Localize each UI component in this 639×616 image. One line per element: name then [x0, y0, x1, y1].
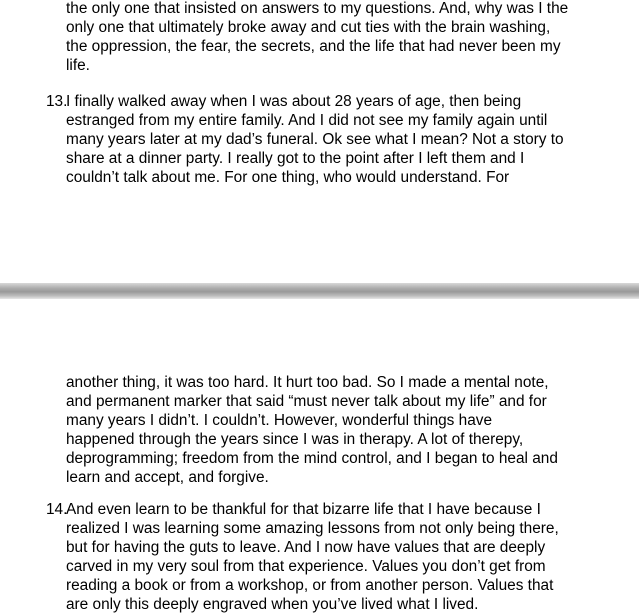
document-page-top: [0, 0, 639, 283]
text-line: carved in my very soul from that experience. Values you don’t get from: [66, 558, 546, 575]
text-line: many years I didn’t. I couldn’t. However, wonderful things have: [66, 412, 493, 429]
text-line: and permanent marker that said “must never talk about my life” and for: [66, 393, 547, 410]
text-line: many years later at my dad’s funeral. Ok see what I mean? Not a story to: [66, 131, 564, 148]
text-line: deprogramming; freedom from the mind control, and I began to heal and: [66, 450, 558, 467]
list-item-number: 14.: [46, 501, 68, 518]
text-line: the oppression, the fear, the secrets, and the life that had never been my: [66, 38, 561, 55]
text-line: life.: [66, 57, 90, 74]
text-line: I finally walked away when I was about 28 years of age, then being: [66, 93, 522, 110]
text-line: reading a book or from a workshop, or from another person. Values that: [66, 577, 554, 594]
text-line: are only this deeply engraved when you’ve lived what I lived.: [66, 596, 479, 613]
text-line: estranged from my entire family. And I did not see my family again until: [66, 112, 548, 129]
text-line: happened through the years since I was in therapy. A lot of therepy,: [66, 431, 524, 448]
text-line: the only one that insisted on answers to my questions. And, why was I the: [66, 0, 569, 17]
text-line: learn and accept, and forgive.: [66, 469, 269, 486]
text-line: realized I was learning some amazing lessons from not only being there,: [66, 520, 559, 537]
text-line: And even learn to be thankful for that bizarre life that I have because I: [66, 501, 541, 518]
page-separator: [0, 283, 639, 299]
list-item-number: 13.: [46, 93, 68, 110]
text-line: couldn’t talk about me. For one thing, who would understand. For: [66, 169, 510, 186]
text-line: but for having the guts to leave. And I now have values that are deeply: [66, 539, 546, 556]
document-page-bottom: [0, 299, 639, 616]
text-line: share at a dinner party. I really got to the point after I left them and I: [66, 150, 525, 167]
text-line: another thing, it was too hard. It hurt too bad. So I made a mental note,: [66, 374, 549, 391]
text-line: only one that ultimately broke away and cut ties with the brain washing,: [66, 19, 551, 36]
